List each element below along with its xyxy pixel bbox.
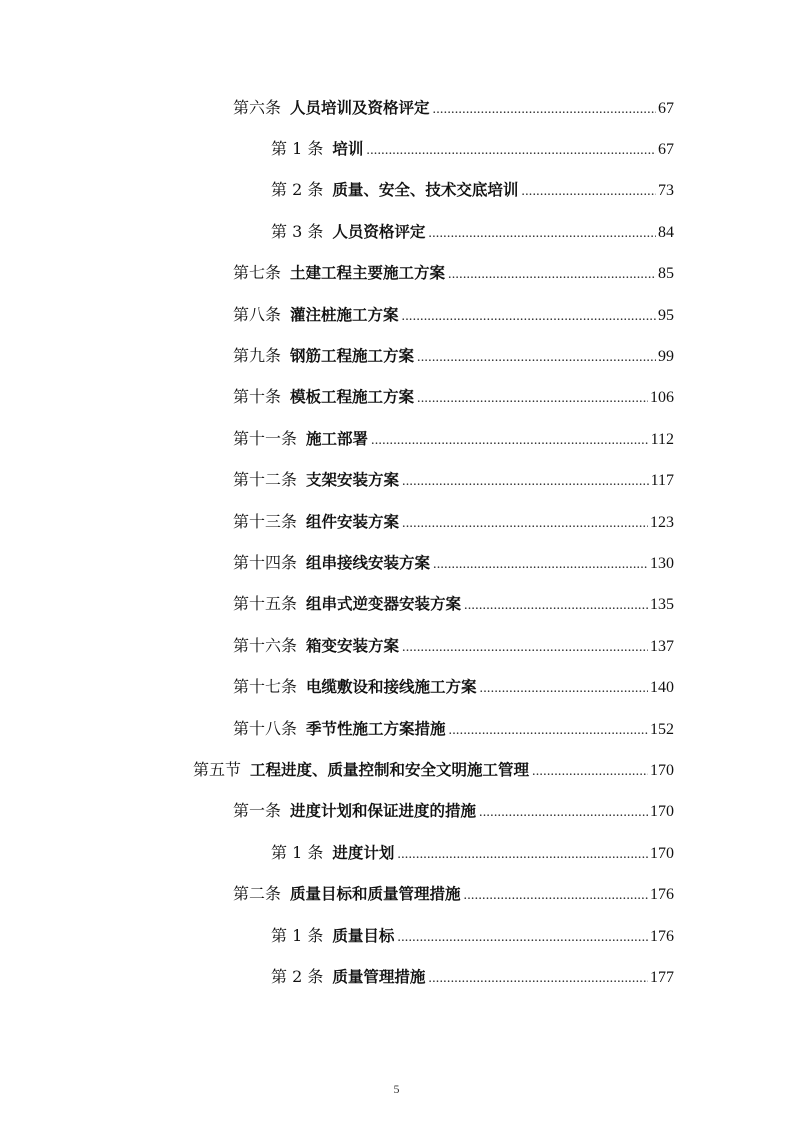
toc-entry[interactable]	[0, 916, 793, 957]
toc-entry-page: 99	[658, 348, 674, 366]
toc-entry-title: 模板工程施工方案	[290, 388, 415, 407]
toc-entry-number: 第一条	[233, 801, 282, 821]
toc-entry-line	[233, 512, 674, 534]
toc-entry[interactable]	[0, 212, 793, 253]
toc-entry-title: 工程进度、质量控制和安全文明施工管理	[250, 760, 530, 779]
toc-entry-line	[233, 346, 674, 368]
toc-entry-line	[233, 677, 674, 699]
toc-entry-number: 第 2 条	[271, 180, 324, 200]
toc-entry-number: 第二条	[233, 884, 282, 904]
toc-leader-dots	[366, 141, 656, 161]
toc-entry[interactable]	[0, 88, 793, 129]
toc-entry-number: 第 1 条	[271, 925, 324, 945]
toc-leader-dots	[464, 596, 648, 616]
toc-entry-number: 第十五条	[233, 594, 298, 614]
toc-entry[interactable]	[0, 461, 793, 502]
toc-entry-line	[271, 926, 674, 948]
toc-entry-title: 质量、安全、技术交底培训	[332, 181, 519, 200]
toc-entry-title: 人员资格评定	[332, 222, 426, 241]
toc-entry-number: 第十条	[233, 387, 282, 407]
toc-entry-line	[233, 553, 674, 575]
toc-entry-number: 第十七条	[233, 677, 298, 697]
toc-entry-page: 130	[650, 554, 674, 572]
toc-leader-dots	[428, 969, 648, 989]
toc-entry-line	[233, 98, 674, 120]
toc-leader-dots	[417, 389, 648, 409]
toc-entry-page: 85	[658, 265, 674, 283]
toc-entry-title: 质量目标和质量管理措施	[290, 885, 461, 904]
toc-entry[interactable]	[0, 626, 793, 667]
toc-entry-title: 组串接线安装方案	[306, 553, 431, 572]
toc-entry-page: 67	[658, 99, 674, 117]
toc-entry-page: 106	[650, 389, 674, 407]
toc-leader-dots	[532, 762, 648, 782]
toc-entry-page: 95	[658, 306, 674, 324]
toc-leader-dots	[521, 182, 656, 202]
toc-leader-dots	[402, 307, 656, 327]
toc-entry-page: 137	[650, 637, 674, 655]
toc-entry-number: 第十六条	[233, 635, 298, 655]
table-of-contents	[0, 88, 793, 999]
toc-entry-title: 质量目标	[332, 926, 395, 945]
toc-entry-page: 170	[650, 844, 674, 862]
toc-entry-page: 73	[658, 182, 674, 200]
toc-entry-line	[233, 636, 674, 658]
toc-leader-dots	[417, 348, 656, 368]
toc-entry[interactable]	[0, 295, 793, 336]
toc-entry-page: 152	[650, 720, 674, 738]
toc-entry-title: 进度计划和保证进度的措施	[290, 802, 477, 821]
toc-entry-number: 第九条	[233, 346, 282, 366]
toc-entry-line	[233, 263, 674, 285]
toc-entry-page: 84	[658, 223, 674, 241]
toc-entry[interactable]	[0, 378, 793, 419]
toc-entry[interactable]	[0, 833, 793, 874]
toc-entry[interactable]	[0, 129, 793, 170]
toc-entry-title: 土建工程主要施工方案	[290, 264, 446, 283]
toc-leader-dots	[433, 100, 656, 120]
toc-entry[interactable]	[0, 957, 793, 998]
toc-entry[interactable]	[0, 874, 793, 915]
toc-entry-line	[271, 843, 674, 865]
toc-entry[interactable]	[0, 750, 793, 791]
toc-entry-page: 135	[650, 596, 674, 614]
toc-entry-number: 第 2 条	[271, 966, 324, 986]
toc-entry-page: 176	[650, 927, 674, 945]
toc-leader-dots	[371, 431, 649, 451]
toc-entry-number: 第六条	[233, 97, 282, 117]
toc-entry-title: 箱变安装方案	[306, 636, 400, 655]
toc-leader-dots	[397, 928, 648, 948]
toc-entry[interactable]	[0, 792, 793, 833]
toc-entry-number: 第八条	[233, 304, 282, 324]
page-number: 5	[393, 1082, 400, 1096]
toc-entry-line	[233, 719, 674, 741]
toc-entry-number: 第五节	[193, 759, 242, 779]
toc-entry-title: 季节性施工方案措施	[306, 719, 446, 738]
toc-entry[interactable]	[0, 709, 793, 750]
toc-entry-title: 支架安装方案	[306, 471, 400, 490]
toc-entry-title: 施工部署	[306, 429, 369, 448]
toc-entry-page: 176	[650, 886, 674, 904]
toc-leader-dots	[433, 555, 648, 575]
toc-entry-title: 钢筋工程施工方案	[290, 347, 415, 366]
toc-entry-line	[233, 884, 674, 906]
toc-leader-dots	[464, 886, 648, 906]
toc-leader-dots	[402, 514, 648, 534]
toc-entry-page: 112	[650, 430, 674, 448]
toc-leader-dots	[402, 638, 648, 658]
toc-entry-title: 进度计划	[332, 843, 395, 862]
toc-entry-page: 170	[650, 803, 674, 821]
toc-entry-number: 第七条	[233, 263, 282, 283]
toc-entry[interactable]	[0, 254, 793, 295]
toc-entry-number: 第 1 条	[271, 139, 324, 159]
toc-entry-page: 67	[658, 141, 674, 159]
toc-leader-dots	[428, 224, 656, 244]
toc-leader-dots	[449, 721, 648, 741]
toc-entry-number: 第十一条	[233, 428, 298, 448]
toc-leader-dots	[402, 472, 649, 492]
toc-entry[interactable]	[0, 502, 793, 543]
toc-entry-line	[193, 760, 674, 782]
toc-entry-page: 123	[650, 513, 674, 531]
toc-entry-line	[233, 305, 674, 327]
toc-entry[interactable]	[0, 419, 793, 460]
toc-entry-title: 灌注桩施工方案	[290, 305, 399, 324]
toc-entry-title: 电缆敷设和接线施工方案	[306, 678, 477, 697]
toc-entry-number: 第 3 条	[271, 221, 324, 241]
toc-entry-page: 140	[650, 679, 674, 697]
toc-entry-line	[271, 222, 674, 244]
toc-entry-line	[233, 470, 674, 492]
toc-entry-line	[233, 387, 674, 409]
toc-entry-line	[271, 967, 674, 989]
toc-entry-page: 117	[650, 472, 674, 490]
toc-entry-number: 第十八条	[233, 718, 298, 738]
toc-entry-title: 质量管理措施	[332, 967, 426, 986]
toc-entry[interactable]	[0, 336, 793, 377]
toc-entry-page: 170	[650, 761, 674, 779]
toc-leader-dots	[397, 845, 648, 865]
toc-entry-title: 培训	[332, 140, 364, 159]
toc-leader-dots	[479, 803, 648, 823]
toc-entry-number: 第十三条	[233, 511, 298, 531]
toc-leader-dots	[480, 679, 648, 699]
toc-entry-title: 组串式逆变器安装方案	[306, 595, 462, 614]
toc-entry-line	[271, 180, 674, 202]
toc-entry-page: 177	[650, 968, 674, 986]
toc-entry-number: 第十二条	[233, 470, 298, 490]
toc-entry[interactable]	[0, 667, 793, 708]
toc-entry[interactable]	[0, 585, 793, 626]
toc-entry-line	[233, 429, 674, 451]
toc-entry-number: 第 1 条	[271, 842, 324, 862]
toc-entry-title: 组件安装方案	[306, 512, 400, 531]
toc-entry[interactable]	[0, 543, 793, 584]
toc-entry-title: 人员培训及资格评定	[290, 98, 430, 117]
toc-entry-line	[271, 139, 674, 161]
toc-entry-line	[233, 594, 674, 616]
toc-entry[interactable]	[0, 171, 793, 212]
toc-entry-line	[233, 801, 674, 823]
toc-entry-number: 第十四条	[233, 552, 298, 572]
toc-leader-dots	[448, 265, 656, 285]
